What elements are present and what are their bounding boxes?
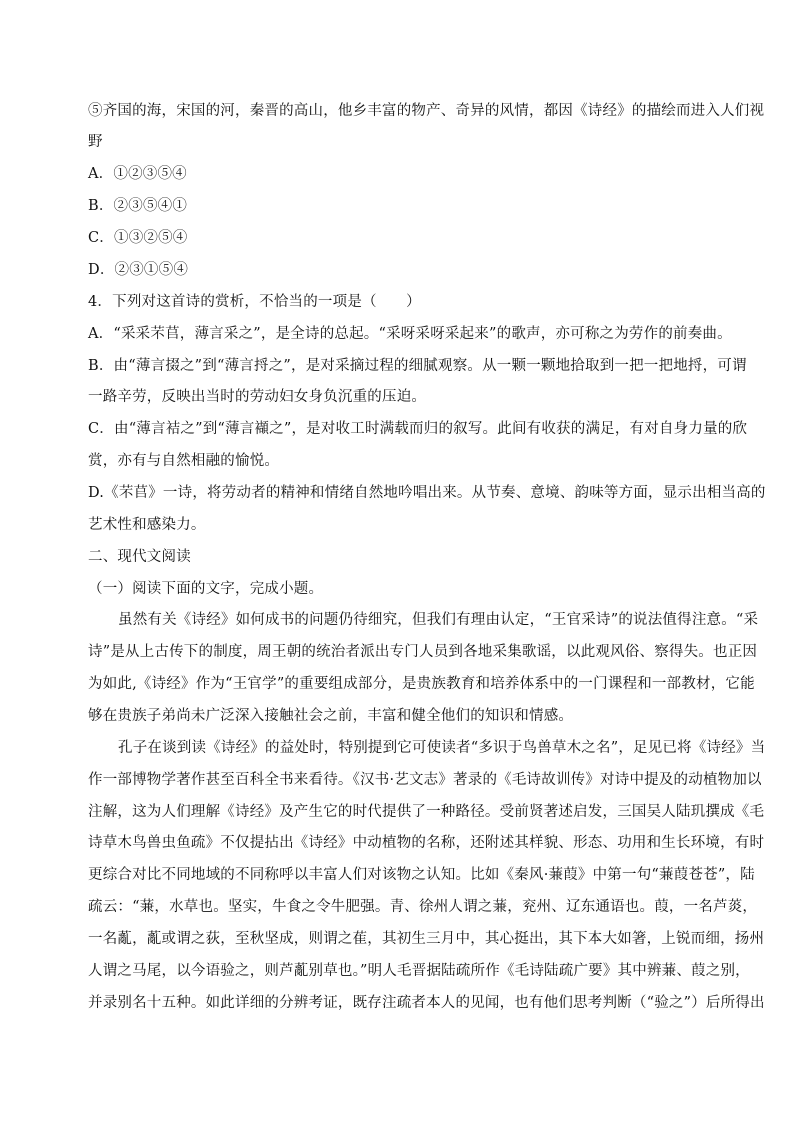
paragraph2-line6: 疏云：“蒹，水草也。坚实，牛食之令牛肥强。青、徐州人谓之蒹，兖州、辽东通语也。葭，一名芦菼， <box>88 899 758 915</box>
q4-option-c-line1: C．由“薄言袺之”到“薄言襭之”，是对收工时满载而归的叙写。此间有收获的满足，有对自身力量的欣 <box>88 421 748 437</box>
q4-option-b-line1: B．由“薄言掇之”到“薄言捋之”，是对采摘过程的细腻观察。从一颗一颗地拾取到一把一把地捋，可谓 <box>88 358 747 374</box>
paragraph1-line1: 虽然有关《诗经》如何成书的问题仍待细究，但我们有理由认定，“王官采诗”的说法值得注意。“采 <box>118 612 759 628</box>
q3-choice-c: C．①③②⑤④ <box>88 230 188 246</box>
section-heading: 二、现代文阅读 <box>88 549 191 565</box>
q4-option-c-line2: 赏，亦有与自然相融的愉悦。 <box>88 453 280 469</box>
paragraph2-line1: 孔子在谈到读《诗经》的益处时，特别提到它可使读者“多识于鸟兽草木之名”，足见已将《诗经》当 <box>118 740 766 756</box>
section-subheading: （一）阅读下面的文字，完成小题。 <box>88 581 324 597</box>
paragraph1-line4: 够在贵族子弟尚未广泛深入接触社会之前，丰富和健全他们的知识和情感。 <box>88 708 574 724</box>
q3-option5-line2: 野 <box>88 134 103 150</box>
paragraph2-line9: 并录别名十五种。如此详细的分辨考证，既存注疏者本人的见闻，也有他们思考判断（“验之”）后所得出 <box>88 995 765 1011</box>
q3-option5-line1: ⑤齐国的海，宋国的河，秦晋的高山，他乡丰富的物产、奇异的风情，都因《诗经》的描绘而进入人们视 <box>88 103 765 119</box>
q4-option-b-line2: 一路辛劳，反映出当时的劳动妇女身负沉重的压迫。 <box>88 389 427 405</box>
paragraph2-line7: 一名薍，薍或谓之荻，至秋坚成，则谓之萑，其初生三月中，其心挺出，其下本大如箸，上锐而细，扬州 <box>88 931 765 947</box>
q3-choice-b: B．②③⑤④① <box>88 198 188 214</box>
q4-option-d-line2: 艺术性和感染力。 <box>88 517 206 533</box>
paragraph2-line2: 作一部博物学著作甚至百科全书来看待。《汉书·艺文志》著录的《毛诗故训传》对诗中提及的动植物加以 <box>88 772 762 788</box>
paragraph2-line4: 诗草木鸟兽虫鱼疏》不仅提拈出《诗经》中动植物的名称，还附述其样貌、形态、功用和生长环境，有时 <box>88 835 765 851</box>
q4-stem: 4．下列对这首诗的赏析，不恰当的一项是（ ） <box>88 294 421 310</box>
q3-choice-a: A．①②③⑤④ <box>88 166 187 182</box>
q4-option-d-line1: D.《芣苢》一诗，将劳动者的精神和情绪自然地吟唱出来。从节奏、意境、韵味等方面，显示出相当高的 <box>88 485 766 501</box>
q3-choice-d: D．②③①⑤④ <box>88 262 189 278</box>
q4-option-a: A．“采采芣苢，薄言采之”，是全诗的总起。“采呀采呀采起来”的歌声，亦可称之为劳作的前奏曲。 <box>88 326 732 342</box>
paragraph2-line3: 注解，这为人们理解《诗经》及产生它的时代提供了一种路径。受前贤著述启发，三国吴人陆玑撰成《毛 <box>88 804 765 820</box>
paragraph1-line2: 诗”是从上古传下的制度，周王朝的统治者派出专门人员到各地采集歌谣，以此观风俗、察得失。也正因 <box>88 644 758 660</box>
paragraph2-line5: 更综合对比不同地域的不同称呼以丰富人们对该物之认知。比如《秦风·蒹葭》中第一句“蒹葭苍苍”，陆 <box>88 867 755 883</box>
paragraph2-line8: 人谓之马尾，以今语验之，则芦薍别草也。”明人毛晋据陆疏所作《毛诗陆疏广要》其中辨蒹、葭之别， <box>88 963 750 979</box>
paragraph1-line3: 为如此,《诗经》作为“王官学”的重要组成部分，是贵族教育和培养体系中的一门课程和一部教材，它能 <box>88 676 755 692</box>
